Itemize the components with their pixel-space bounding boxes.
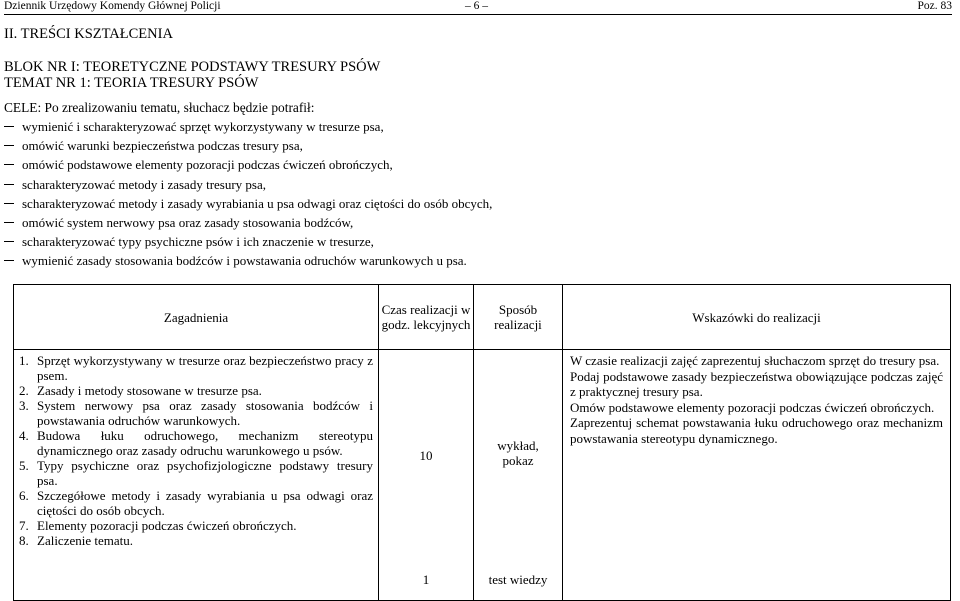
- goal-item: omówić podstawowe elementy pozoracji podczas ćwiczeń obrończych,: [4, 155, 492, 174]
- table-header-row: [14, 285, 951, 350]
- topics-list: [15, 353, 377, 548]
- hint-paragraph: Podaj podstawowe zasady bezpieczeństwa obowiązujące podczas zajęć z praktycznej tresury psa.: [570, 368, 943, 399]
- time-value-test: 1: [422, 572, 430, 587]
- topic-number: 6.: [19, 488, 29, 503]
- topic-number: 2.: [19, 383, 29, 398]
- page-number: – 6 –: [465, 0, 488, 12]
- topics-cell: [14, 350, 379, 601]
- goal-item: scharakteryzować metody i zasady wyrabiania u psa odwagi oraz ciętości do osób obcych,: [4, 194, 492, 213]
- topic-text: Elementy pozoracji podczas ćwiczeń obrończych.: [37, 518, 297, 533]
- running-header: [4, 0, 952, 15]
- method-value-test: test wiedzy: [488, 572, 548, 587]
- topic-item: [19, 428, 373, 458]
- goals-intro: CELE: Po zrealizowaniu tematu, słuchacz będzie potrafił:: [4, 100, 315, 115]
- topic-number: 7.: [19, 518, 29, 533]
- goal-item: wymienić zasady stosowania bodźców i powstawania odruchów warunkowych u psa.: [4, 251, 492, 270]
- topic-number: 8.: [19, 533, 29, 548]
- topic-text: Budowa łuku odruchowego, mechanizm stereotypu dynamicznego oraz zasady odruchu warunkowego u psów.: [37, 428, 373, 458]
- topic-text: Sprzęt wykorzystywany w tresurze oraz bezpieczeństwo pracy z psem.: [37, 353, 373, 383]
- header-method: Sposób realizacji: [474, 285, 563, 350]
- curriculum-table: [13, 284, 951, 601]
- topic-number: 4.: [19, 428, 29, 443]
- topic-number: 3.: [19, 398, 29, 413]
- goal-item: omówić warunki bezpieczeństwa podczas tresury psa,: [4, 136, 492, 155]
- topic-item: [19, 398, 373, 428]
- header-hints: Wskazówki do realizacji: [563, 285, 951, 350]
- topic-item: [19, 458, 373, 488]
- position-number: Poz. 83: [917, 0, 952, 12]
- header-time: Czas realizacji w godz. lekcyjnych: [379, 285, 474, 350]
- hints-cell: [563, 350, 951, 601]
- topic-item: [19, 488, 373, 518]
- section-title: II. TREŚCI KSZTAŁCENIA: [4, 26, 173, 42]
- topic-number: 5.: [19, 458, 29, 473]
- topic-item: [19, 353, 373, 383]
- method-value-main: wykład, pokaz: [497, 438, 539, 468]
- goal-item: wymienić i scharakteryzować sprzęt wykorzystywany w tresurze psa,: [4, 117, 492, 136]
- block-title: BLOK NR I: TEORETYCZNE PODSTAWY TRESURY PSÓW: [4, 59, 381, 75]
- table-body-row: [14, 350, 951, 601]
- topic-title: TEMAT NR 1: TEORIA TRESURY PSÓW: [4, 75, 259, 91]
- topic-text: Typy psychiczne oraz psychofizjologiczne podstawy tresury psa.: [37, 458, 373, 488]
- hint-paragraph: Omów podstawowe elementy pozoracji podczas ćwiczeń obrończych.: [570, 399, 935, 415]
- topic-text: Szczegółowe metody i zasady wyrabiania u psa odwagi oraz ciętości do osób obcych.: [37, 488, 373, 518]
- hint-paragraph: W czasie realizacji zajęć zaprezentuj słuchaczom sprzęt do tresury psa.: [570, 353, 940, 368]
- goal-item: omówić system nerwowy psa oraz zasady stosowania bodźców,: [4, 213, 492, 232]
- topic-item: [19, 518, 373, 533]
- topic-item: [19, 533, 373, 548]
- time-cell: [379, 350, 474, 601]
- topic-text: System nerwowy psa oraz zasady stosowania bodźców i powstawania odruchów warunkowych.: [37, 398, 373, 428]
- topic-text: Zasady i metody stosowane w tresurze psa.: [37, 383, 262, 398]
- goal-item: scharakteryzować typy psychiczne psów i ich znaczenie w tresurze,: [4, 232, 492, 251]
- hint-paragraph: Zaprezentuj schemat powstawania łuku odruchowego oraz mechanizm powstawania stereotypu dynamicznego.: [570, 415, 943, 446]
- topic-item: [19, 383, 373, 398]
- method-cell: [474, 350, 563, 601]
- goals-list: [4, 117, 492, 271]
- goal-item: scharakteryzować metody i zasady tresury psa,: [4, 175, 492, 194]
- header-issues: Zagadnienia: [14, 285, 379, 350]
- topic-text: Zaliczenie tematu.: [37, 533, 134, 548]
- topic-number: 1.: [19, 353, 29, 368]
- time-value-main: 10: [419, 448, 433, 463]
- journal-name: Dziennik Urzędowy Komendy Głównej Policji: [4, 0, 221, 12]
- hints-text: [564, 353, 949, 446]
